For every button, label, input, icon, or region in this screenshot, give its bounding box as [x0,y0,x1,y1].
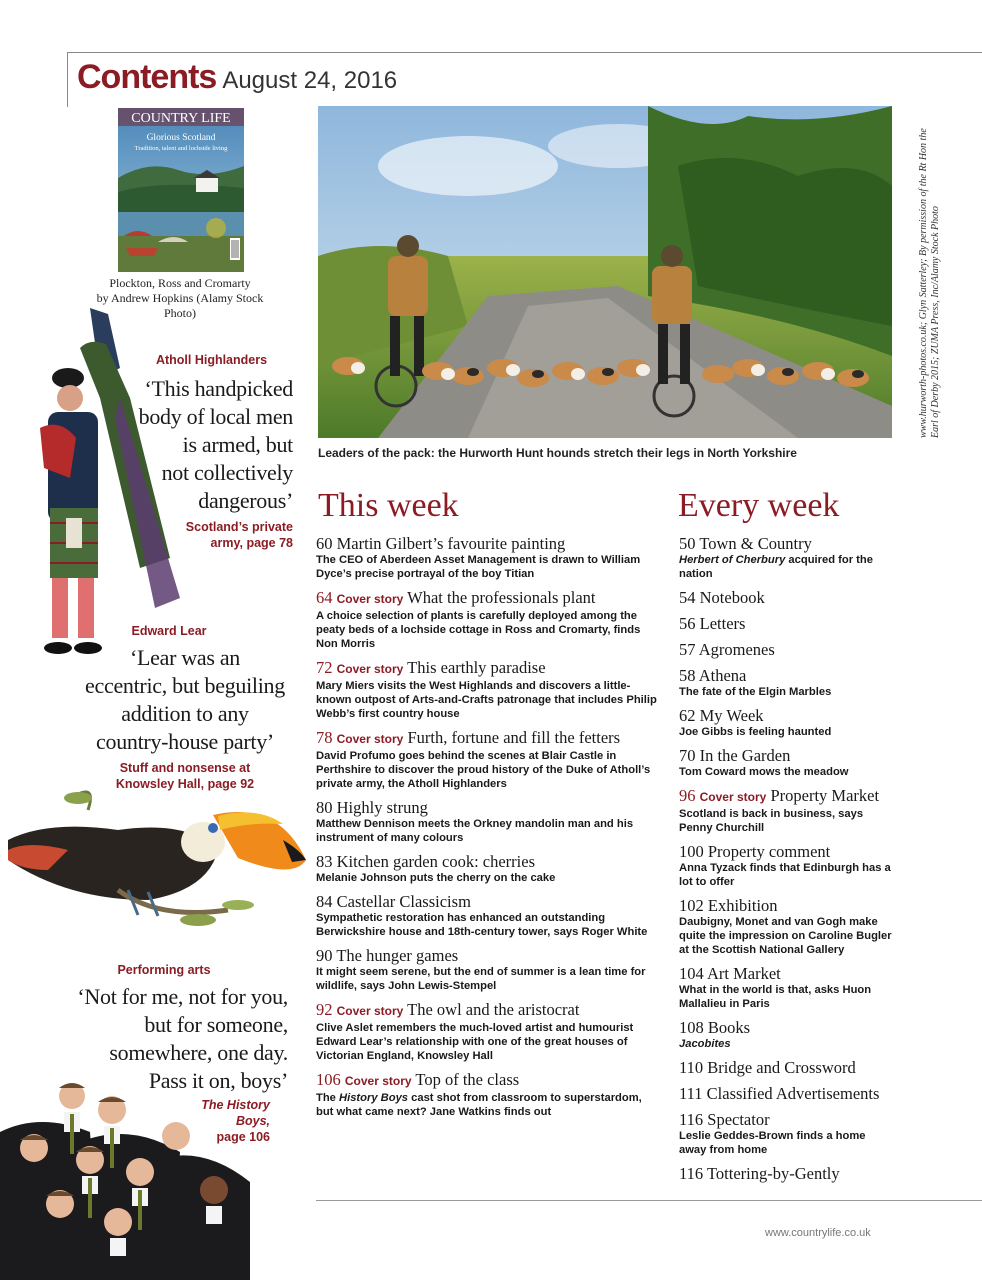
list-item[interactable] [679,588,894,607]
list-item[interactable] [679,534,894,581]
item-number: 62 [679,706,696,725]
pullquote-line: country-house party’ [96,729,274,754]
item-desc: What in the world is that, asks Huon Mallalieu in Paris [679,984,872,1010]
item-number: 50 [679,534,696,553]
item-desc: The CEO of Aberdeen Asset Management is drawn to William Dyce’s precise portrayal of the boy Titian [316,554,641,580]
item-number: 90 [316,946,333,965]
pullquote-ref-line: army, page 78 [210,536,293,550]
item-title: Letters [699,614,746,633]
item-number: 58 [679,666,696,685]
item-desc: Tom Coward mows the meadow [679,766,849,778]
list-item[interactable] [679,964,894,1011]
cover-story-badge: Cover story [344,1074,412,1088]
item-number: 54 [679,588,696,607]
cover-story-badge: Cover story [336,1004,404,1018]
list-item[interactable] [679,1164,894,1183]
pullquote-ref-line: Stuff and nonsense at [119,761,251,775]
list-item[interactable] [679,896,894,957]
pullquote-line: but for someone, [144,1012,288,1037]
pullquote-line: Pass it on, boys’ [148,1068,288,1093]
item-number: 60 [316,534,333,553]
pullquote-line: ‘Not for me, not for you, [77,984,288,1009]
pullquote-line: addition to any [121,701,249,726]
item-title: Tottering-by-Gently [706,1164,840,1183]
item-title: The owl and the aristocrat [407,1000,580,1019]
contents-heading: Contents [77,58,217,96]
item-number: 100 [679,842,704,861]
item-title: Martin Gilbert’s favourite painting [336,534,566,553]
pullquote-ref-line: Boys, [235,1114,270,1128]
photo-credit [898,108,941,438]
item-desc [316,1091,661,1119]
item-number: 72 [316,658,333,677]
item-desc: Clive Aslet remembers the much-loved artist and humourist Edward Lear’s relationship with one of the great houses of Victorian England, Knowsley Hall [316,1022,634,1062]
item-number: 56 [679,614,696,633]
cover-masthead: COUNTRY LIFE [131,111,231,126]
item-desc: Joe Gibbs is feeling haunted [679,726,832,738]
item-number: 64 [316,588,333,607]
item-title: This earthly paradise [407,658,546,677]
list-item[interactable] [316,534,661,581]
cover-story-badge: Cover story [336,592,404,606]
list-item[interactable] [679,640,894,659]
pullquote-ref-line: Knowsley Hall, page 92 [115,777,255,791]
item-desc-part: acquired for the nation [679,554,873,580]
item-number: 57 [679,640,696,659]
item-title: In the Garden [699,746,791,765]
item-desc: Leslie Geddes-Brown finds a home away from home [679,1130,866,1156]
item-desc-part: cast shot from classroom to superstardom, but what came next? Jane Watkins finds out [316,1092,642,1118]
item-title: Kitchen garden cook: cherries [336,852,535,871]
item-desc: Sympathetic restoration has enhanced an outstanding Berwickshire house and 18th-century tower, says Roger White [316,912,648,938]
item-number: 110 [679,1058,704,1077]
every-week-list [679,534,894,1190]
cover-thumbnail[interactable] [118,108,244,272]
list-item[interactable] [316,946,661,993]
list-item[interactable] [679,1084,894,1103]
item-title: Town & Country [699,534,812,553]
pullquote-line: ‘This handpicked [144,376,293,401]
item-number: 96 [679,786,696,805]
item-title: My Week [699,706,764,725]
pullquote-line: body of local men [138,404,293,429]
pullquote-ref-line: page 106 [216,1130,270,1144]
item-desc [679,1037,894,1051]
item-number: 108 [679,1018,704,1037]
cover-story-badge: Cover story [699,790,767,804]
item-desc: Matthew Dennison meets the Orkney mandolin man and his instrument of many colours [316,818,634,844]
item-desc-italic: Herbert of Cherbury [679,554,786,566]
item-number: 116 [679,1164,704,1183]
this-week-list [316,534,661,1126]
item-title: Bridge and Crossword [707,1058,856,1077]
list-item[interactable] [316,852,661,885]
pullquote-line: not collectively [161,460,293,485]
toucan-illustration [8,780,308,940]
hero-photo [318,106,892,438]
bottom-rule [316,1200,982,1201]
list-item[interactable] [316,1000,661,1063]
list-item[interactable] [316,728,661,791]
item-number: 80 [316,798,333,817]
item-number: 78 [316,728,333,747]
pullquote-head: Atholl Highlanders [155,353,268,367]
page-title [77,58,397,97]
item-desc: David Profumo goes behind the scenes at Blair Castle in Perthshire to discover the proud history of the Duke of Atholl’s private army, the Atholl Highlanders [316,750,651,790]
item-title: What the professionals plant [407,588,596,607]
pullquote-line: is armed, but [182,432,293,457]
cover-caption-line2: by Andrew Hopkins (Alamy Stock Photo) [96,291,264,320]
item-number: 92 [316,1000,333,1019]
item-number: 84 [316,892,333,911]
item-title: Property comment [707,842,831,861]
cover-caption-line1: Plockton, Ross and Cromarty [109,276,251,290]
item-number: 116 [679,1110,704,1129]
item-desc: Daubigny, Monet and van Gogh make quite the impression on Caroline Bugler at the Scottish National Gallery [679,916,892,956]
item-desc: The fate of the Elgin Marbles [679,686,832,698]
pullquote-line: somewhere, one day. [109,1040,288,1065]
pullquote-line: eccentric, but beguiling [85,673,285,698]
item-number: 83 [316,852,333,871]
item-desc: It might seem serene, but the end of summer is a lean time for wildlife, says John Lewis-Stempel [316,966,646,992]
item-title: Notebook [699,588,765,607]
pullquote-line: ‘Lear was an [130,645,240,670]
list-item[interactable] [679,614,894,633]
item-number: 102 [679,896,704,915]
pullquote-head: Performing arts [117,963,211,977]
item-title: Exhibition [707,896,778,915]
cover-subhead: Tradition, talent and lochside living [134,145,228,152]
item-desc-italic: Jacobites [679,1038,731,1050]
photo-credit-text: www.hurworth-photos.co.uk; Glyn Satterley; By permission of the Rt Hon the Earl of Derby 2015; ZUMA Press, Inc/Alamy Stock Photo [918,128,941,438]
item-number: 111 [679,1084,703,1103]
cover-story-badge: Cover story [336,662,404,676]
pullquote-line: dangerous’ [198,488,293,513]
pullquote-text [62,644,308,756]
item-desc [679,553,894,581]
hero-caption: Leaders of the pack: the Hurworth Hunt hounds stretch their legs in North Yorkshire [318,446,797,460]
cover-headline: Glorious Scotland [146,133,216,143]
item-title: Agromenes [698,640,775,659]
footer-url[interactable]: www.countrylife.co.uk [765,1227,871,1239]
item-title: Art Market [706,964,781,983]
pullquote-ref [100,519,293,551]
item-desc: A choice selection of plants is carefully deployed among the peaty beds of a lochside cottage in Ross and Cromarty, finds Non Morris [316,610,641,650]
top-rule [67,52,982,53]
item-title: Athena [698,666,747,685]
item-desc: Scotland is back in business, says Penny Churchill [679,808,864,834]
item-title: Property Market [770,786,880,805]
this-week-heading: This week [318,487,459,524]
item-desc: Melanie Johnson puts the cherry on the cake [316,872,556,884]
list-item[interactable] [679,746,894,779]
list-item[interactable] [679,1058,894,1077]
list-item[interactable] [316,658,661,721]
item-title: Top of the class [415,1070,520,1089]
pullquote-lear [62,624,308,792]
item-title: Highly strung [336,798,428,817]
list-item[interactable] [316,798,661,845]
list-item[interactable] [316,892,661,939]
issue-date: August 24, 2016 [222,67,398,94]
list-item[interactable] [679,706,894,739]
item-desc: Anna Tyzack finds that Edinburgh has a lot to offer [679,862,891,888]
left-rule [67,52,68,107]
item-title: Castellar Classicism [336,892,471,911]
item-number: 104 [679,964,704,983]
list-item[interactable] [679,666,894,699]
list-item[interactable] [316,1070,661,1119]
item-number: 106 [316,1070,341,1089]
cover-story-badge: Cover story [336,732,404,746]
list-item[interactable] [679,786,894,835]
pullquote-ref-line: Scotland’s private [185,520,293,534]
item-title: Classified Advertisements [706,1084,880,1103]
item-title: Furth, fortune and fill the fetters [407,728,621,747]
item-desc-italic: History Boys [339,1092,409,1104]
pullquote-head: Edward Lear [131,624,207,638]
list-item[interactable] [316,588,661,651]
item-desc: Mary Miers visits the West Highlands and discovers a little-known outpost of Arts-and-Crafts patronage that includes Philip Webb’s first country house [316,680,657,720]
list-item[interactable] [679,1110,894,1157]
item-title: Spectator [707,1110,770,1129]
pullquote-text [100,375,293,515]
history-boys-photo [0,1072,250,1280]
item-desc-part: The [316,1092,339,1104]
list-item[interactable] [679,842,894,889]
list-item[interactable] [679,1018,894,1051]
item-title: The hunger games [336,946,459,965]
every-week-heading: Every week [678,487,840,524]
item-number: 70 [679,746,696,765]
pullquote-ref-line: The History [201,1098,270,1112]
pullquote-atholl [100,353,293,551]
item-title: Books [707,1018,751,1037]
